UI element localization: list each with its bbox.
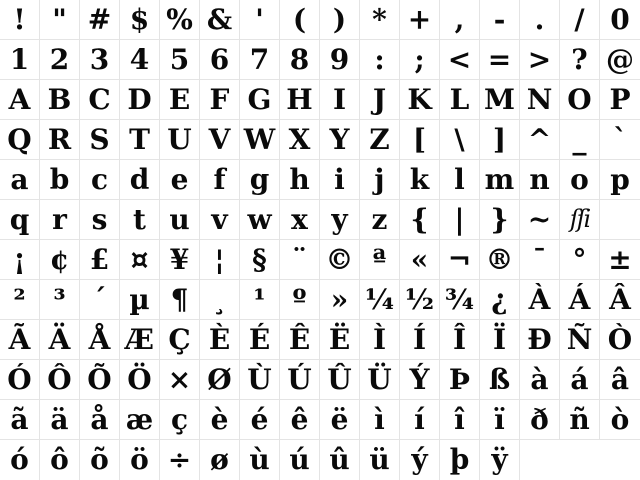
glyph-cell[interactable]: + [400,0,440,40]
glyph-cell[interactable]: ò [600,400,640,440]
glyph-cell[interactable]: û [320,440,360,480]
glyph-cell[interactable]: ſſi [560,200,600,240]
glyph-cell[interactable]: î [440,400,480,440]
glyph-cell[interactable]: ð [520,400,560,440]
glyph-cell[interactable]: Æ [120,320,160,360]
glyph-cell[interactable]: t [120,200,160,240]
glyph-cell[interactable]: D [120,80,160,120]
empty-cell [560,440,600,480]
glyph-cell[interactable]: { [400,200,440,240]
glyph-cell[interactable]: N [520,80,560,120]
glyph-cell[interactable]: e [160,160,200,200]
glyph-cell[interactable]: m [480,160,520,200]
glyph-cell[interactable]: # [80,0,120,40]
glyph-cell[interactable]: é [240,400,280,440]
glyph-cell[interactable]: 3 [80,40,120,80]
glyph-cell[interactable]: < [440,40,480,80]
glyph-cell[interactable]: ¶ [160,280,200,320]
glyph-cell[interactable]: æ [120,400,160,440]
glyph-cell[interactable]: x [280,200,320,240]
glyph-cell[interactable]: V [200,120,240,160]
glyph-cell[interactable]: È [200,320,240,360]
glyph-cell[interactable]: s [80,200,120,240]
glyph-cell[interactable]: ê [280,400,320,440]
glyph-cell[interactable]: . [520,0,560,40]
glyph-cell[interactable]: ç [160,400,200,440]
glyph-cell[interactable]: ¼ [360,280,400,320]
glyph-cell[interactable]: ¾ [440,280,480,320]
glyph-cell[interactable]: = [480,40,520,80]
glyph-cell[interactable]: H [280,80,320,120]
glyph-cell[interactable]: Q [0,120,40,160]
glyph-cell[interactable]: d [120,160,160,200]
glyph-cell[interactable]: M [480,80,520,120]
glyph-cell[interactable]: * [360,0,400,40]
glyph-cell[interactable]: ö [120,440,160,480]
glyph-cell[interactable]: ® [480,240,520,280]
glyph-cell[interactable]: Ï [480,320,520,360]
glyph-cell[interactable]: Ü [360,360,400,400]
glyph-cell[interactable]: F [200,80,240,120]
glyph-cell[interactable]: O [560,80,600,120]
glyph-cell[interactable]: C [80,80,120,120]
glyph-cell[interactable]: Þ [440,360,480,400]
glyph-cell[interactable]: Å [80,320,120,360]
glyph-cell[interactable]: U [160,120,200,160]
glyph-cell[interactable]: Ë [320,320,360,360]
glyph-cell[interactable]: ° [560,240,600,280]
glyph-cell[interactable]: ¯ [520,240,560,280]
glyph-cell[interactable]: 9 [320,40,360,80]
glyph-cell[interactable]: X [280,120,320,160]
glyph-cell[interactable]: J [360,80,400,120]
glyph-cell[interactable]: Ó [0,360,40,400]
glyph-cell[interactable]: å [80,400,120,440]
glyph-cell[interactable]: > [520,40,560,80]
glyph-cell[interactable]: A [0,80,40,120]
glyph-cell[interactable]: í [400,400,440,440]
glyph-cell[interactable]: 7 [240,40,280,80]
glyph-cell[interactable]: É [240,320,280,360]
glyph-cell[interactable]: ä [40,400,80,440]
glyph-cell[interactable]: ï [480,400,520,440]
glyph-cell[interactable]: v [200,200,240,240]
glyph-cell[interactable]: ÿ [480,440,520,480]
glyph-cell[interactable]: " [40,0,80,40]
glyph-cell[interactable]: Y [320,120,360,160]
glyph-cell[interactable]: ] [480,120,520,160]
glyph-cell[interactable]: µ [120,280,160,320]
glyph-cell[interactable]: 5 [160,40,200,80]
glyph-cell[interactable]: Õ [80,360,120,400]
glyph-cell[interactable]: ñ [560,400,600,440]
glyph-cell[interactable]: ý [400,440,440,480]
glyph-cell[interactable]: ^ [520,120,560,160]
glyph-cell[interactable]: - [480,0,520,40]
glyph-cell[interactable]: Ø [200,360,240,400]
glyph-cell[interactable]: $ [120,0,160,40]
glyph-cell[interactable]: ¡ [0,240,40,280]
glyph-cell[interactable]: , [440,0,480,40]
glyph-cell[interactable]: c [80,160,120,200]
glyph-cell[interactable]: L [440,80,480,120]
glyph-cell[interactable]: ¨ [280,240,320,280]
glyph-cell[interactable]: a [0,160,40,200]
glyph-cell[interactable]: ì [360,400,400,440]
glyph-cell[interactable]: â [600,360,640,400]
glyph-cell[interactable]: Ã [0,320,40,360]
glyph-cell[interactable]: £ [80,240,120,280]
glyph-cell[interactable]: ø [200,440,240,480]
glyph-cell[interactable]: ÷ [160,440,200,480]
glyph-cell[interactable]: Ê [280,320,320,360]
glyph-cell[interactable]: ¿ [480,280,520,320]
glyph-cell[interactable]: K [400,80,440,120]
glyph-cell[interactable]: E [160,80,200,120]
glyph-cell[interactable]: l [440,160,480,200]
glyph-cell[interactable]: } [480,200,520,240]
glyph-cell[interactable]: ü [360,440,400,480]
glyph-cell[interactable]: B [40,80,80,120]
empty-cell [520,440,560,480]
glyph-cell[interactable]: » [320,280,360,320]
glyph-cell[interactable]: Ä [40,320,80,360]
glyph-cell[interactable]: ë [320,400,360,440]
glyph-cell[interactable]: n [520,160,560,200]
glyph-cell[interactable]: Ñ [560,320,600,360]
glyph-cell[interactable]: k [400,160,440,200]
glyph-cell[interactable]: % [160,0,200,40]
glyph-cell[interactable]: Ö [120,360,160,400]
glyph-cell[interactable]: ² [0,280,40,320]
glyph-cell[interactable]: ¦ [200,240,240,280]
glyph-cell[interactable]: | [440,200,480,240]
glyph-cell[interactable]: / [560,0,600,40]
glyph-cell[interactable]: r [40,200,80,240]
glyph-cell[interactable]: Â [600,280,640,320]
empty-cell [600,440,640,480]
glyph-cell[interactable]: 2 [40,40,80,80]
glyph-cell[interactable]: à [520,360,560,400]
glyph-cell[interactable]: ¢ [40,240,80,280]
glyph-cell[interactable]: Í [400,320,440,360]
glyph-cell[interactable]: & [200,0,240,40]
glyph-cell[interactable]: ³ [40,280,80,320]
glyph-cell[interactable]: R [40,120,80,160]
glyph-cell[interactable]: Î [440,320,480,360]
glyph-cell[interactable]: × [160,360,200,400]
glyph-cell[interactable]: Ò [600,320,640,360]
glyph-cell[interactable]: ¸ [200,280,240,320]
glyph-cell[interactable]: ¹ [240,280,280,320]
glyph-cell[interactable]: i [320,160,360,200]
glyph-cell[interactable]: Z [360,120,400,160]
glyph-cell[interactable]: Ç [160,320,200,360]
glyph-cell[interactable]: ; [400,40,440,80]
glyph-cell[interactable]: I [320,80,360,120]
glyph-cell[interactable]: ô [40,440,80,480]
glyph-cell[interactable]: ´ [80,280,120,320]
glyph-cell[interactable]: Ì [360,320,400,360]
glyph-cell[interactable]: 1 [0,40,40,80]
glyph-cell[interactable]: G [240,80,280,120]
glyph-cell[interactable]: ù [240,440,280,480]
glyph-cell[interactable]: @ [600,40,640,80]
glyph-cell[interactable]: Á [560,280,600,320]
glyph-cell[interactable]: : [360,40,400,80]
glyph-cell[interactable]: ` [600,120,640,160]
empty-cell [600,200,640,240]
glyph-cell[interactable]: w [240,200,280,240]
glyph-cell[interactable]: ' [240,0,280,40]
glyph-cell[interactable]: b [40,160,80,200]
glyph-cell[interactable]: ß [480,360,520,400]
glyph-cell[interactable]: ª [360,240,400,280]
glyph-cell[interactable]: 6 [200,40,240,80]
glyph-cell[interactable]: á [560,360,600,400]
glyph-cell[interactable]: S [80,120,120,160]
glyph-cell[interactable]: © [320,240,360,280]
glyph-cell[interactable]: è [200,400,240,440]
glyph-cell[interactable]: W [240,120,280,160]
glyph-cell[interactable]: º [280,280,320,320]
glyph-cell[interactable]: 0 [600,0,640,40]
glyph-cell[interactable]: _ [560,120,600,160]
glyph-cell[interactable]: o [560,160,600,200]
glyph-cell[interactable]: u [160,200,200,240]
glyph-cell[interactable]: p [600,160,640,200]
glyph-cell[interactable]: ± [600,240,640,280]
glyph-cell[interactable]: À [520,280,560,320]
glyph-cell[interactable]: 8 [280,40,320,80]
glyph-cell[interactable]: T [120,120,160,160]
glyph-cell[interactable]: j [360,160,400,200]
glyph-cell[interactable]: ú [280,440,320,480]
glyph-cell[interactable]: Û [320,360,360,400]
glyph-cell[interactable]: þ [440,440,480,480]
glyph-cell[interactable]: h [280,160,320,200]
glyph-cell[interactable]: ¬ [440,240,480,280]
glyph-cell[interactable]: ã [0,400,40,440]
glyph-cell[interactable]: õ [80,440,120,480]
glyph-cell[interactable]: ) [320,0,360,40]
glyph-cell[interactable]: \ [440,120,480,160]
glyph-cell[interactable]: Ð [520,320,560,360]
glyph-cell[interactable]: Ô [40,360,80,400]
glyph-cell[interactable]: 4 [120,40,160,80]
glyph-cell[interactable]: § [240,240,280,280]
glyph-cell[interactable]: ? [560,40,600,80]
glyph-cell[interactable]: Ú [280,360,320,400]
glyph-cell[interactable]: ¥ [160,240,200,280]
glyph-cell[interactable]: q [0,200,40,240]
glyph-cell[interactable]: Ý [400,360,440,400]
glyph-cell[interactable]: ¤ [120,240,160,280]
glyph-cell[interactable]: ! [0,0,40,40]
glyph-cell[interactable]: z [360,200,400,240]
glyph-cell[interactable]: g [240,160,280,200]
glyph-cell[interactable]: ( [280,0,320,40]
glyph-cell[interactable]: Ù [240,360,280,400]
glyph-cell[interactable]: f [200,160,240,200]
glyph-cell[interactable]: « [400,240,440,280]
glyph-cell[interactable]: ~ [520,200,560,240]
glyph-cell[interactable]: ó [0,440,40,480]
glyph-cell[interactable]: y [320,200,360,240]
glyph-cell[interactable]: ½ [400,280,440,320]
glyph-cell[interactable]: P [600,80,640,120]
glyph-cell[interactable]: [ [400,120,440,160]
